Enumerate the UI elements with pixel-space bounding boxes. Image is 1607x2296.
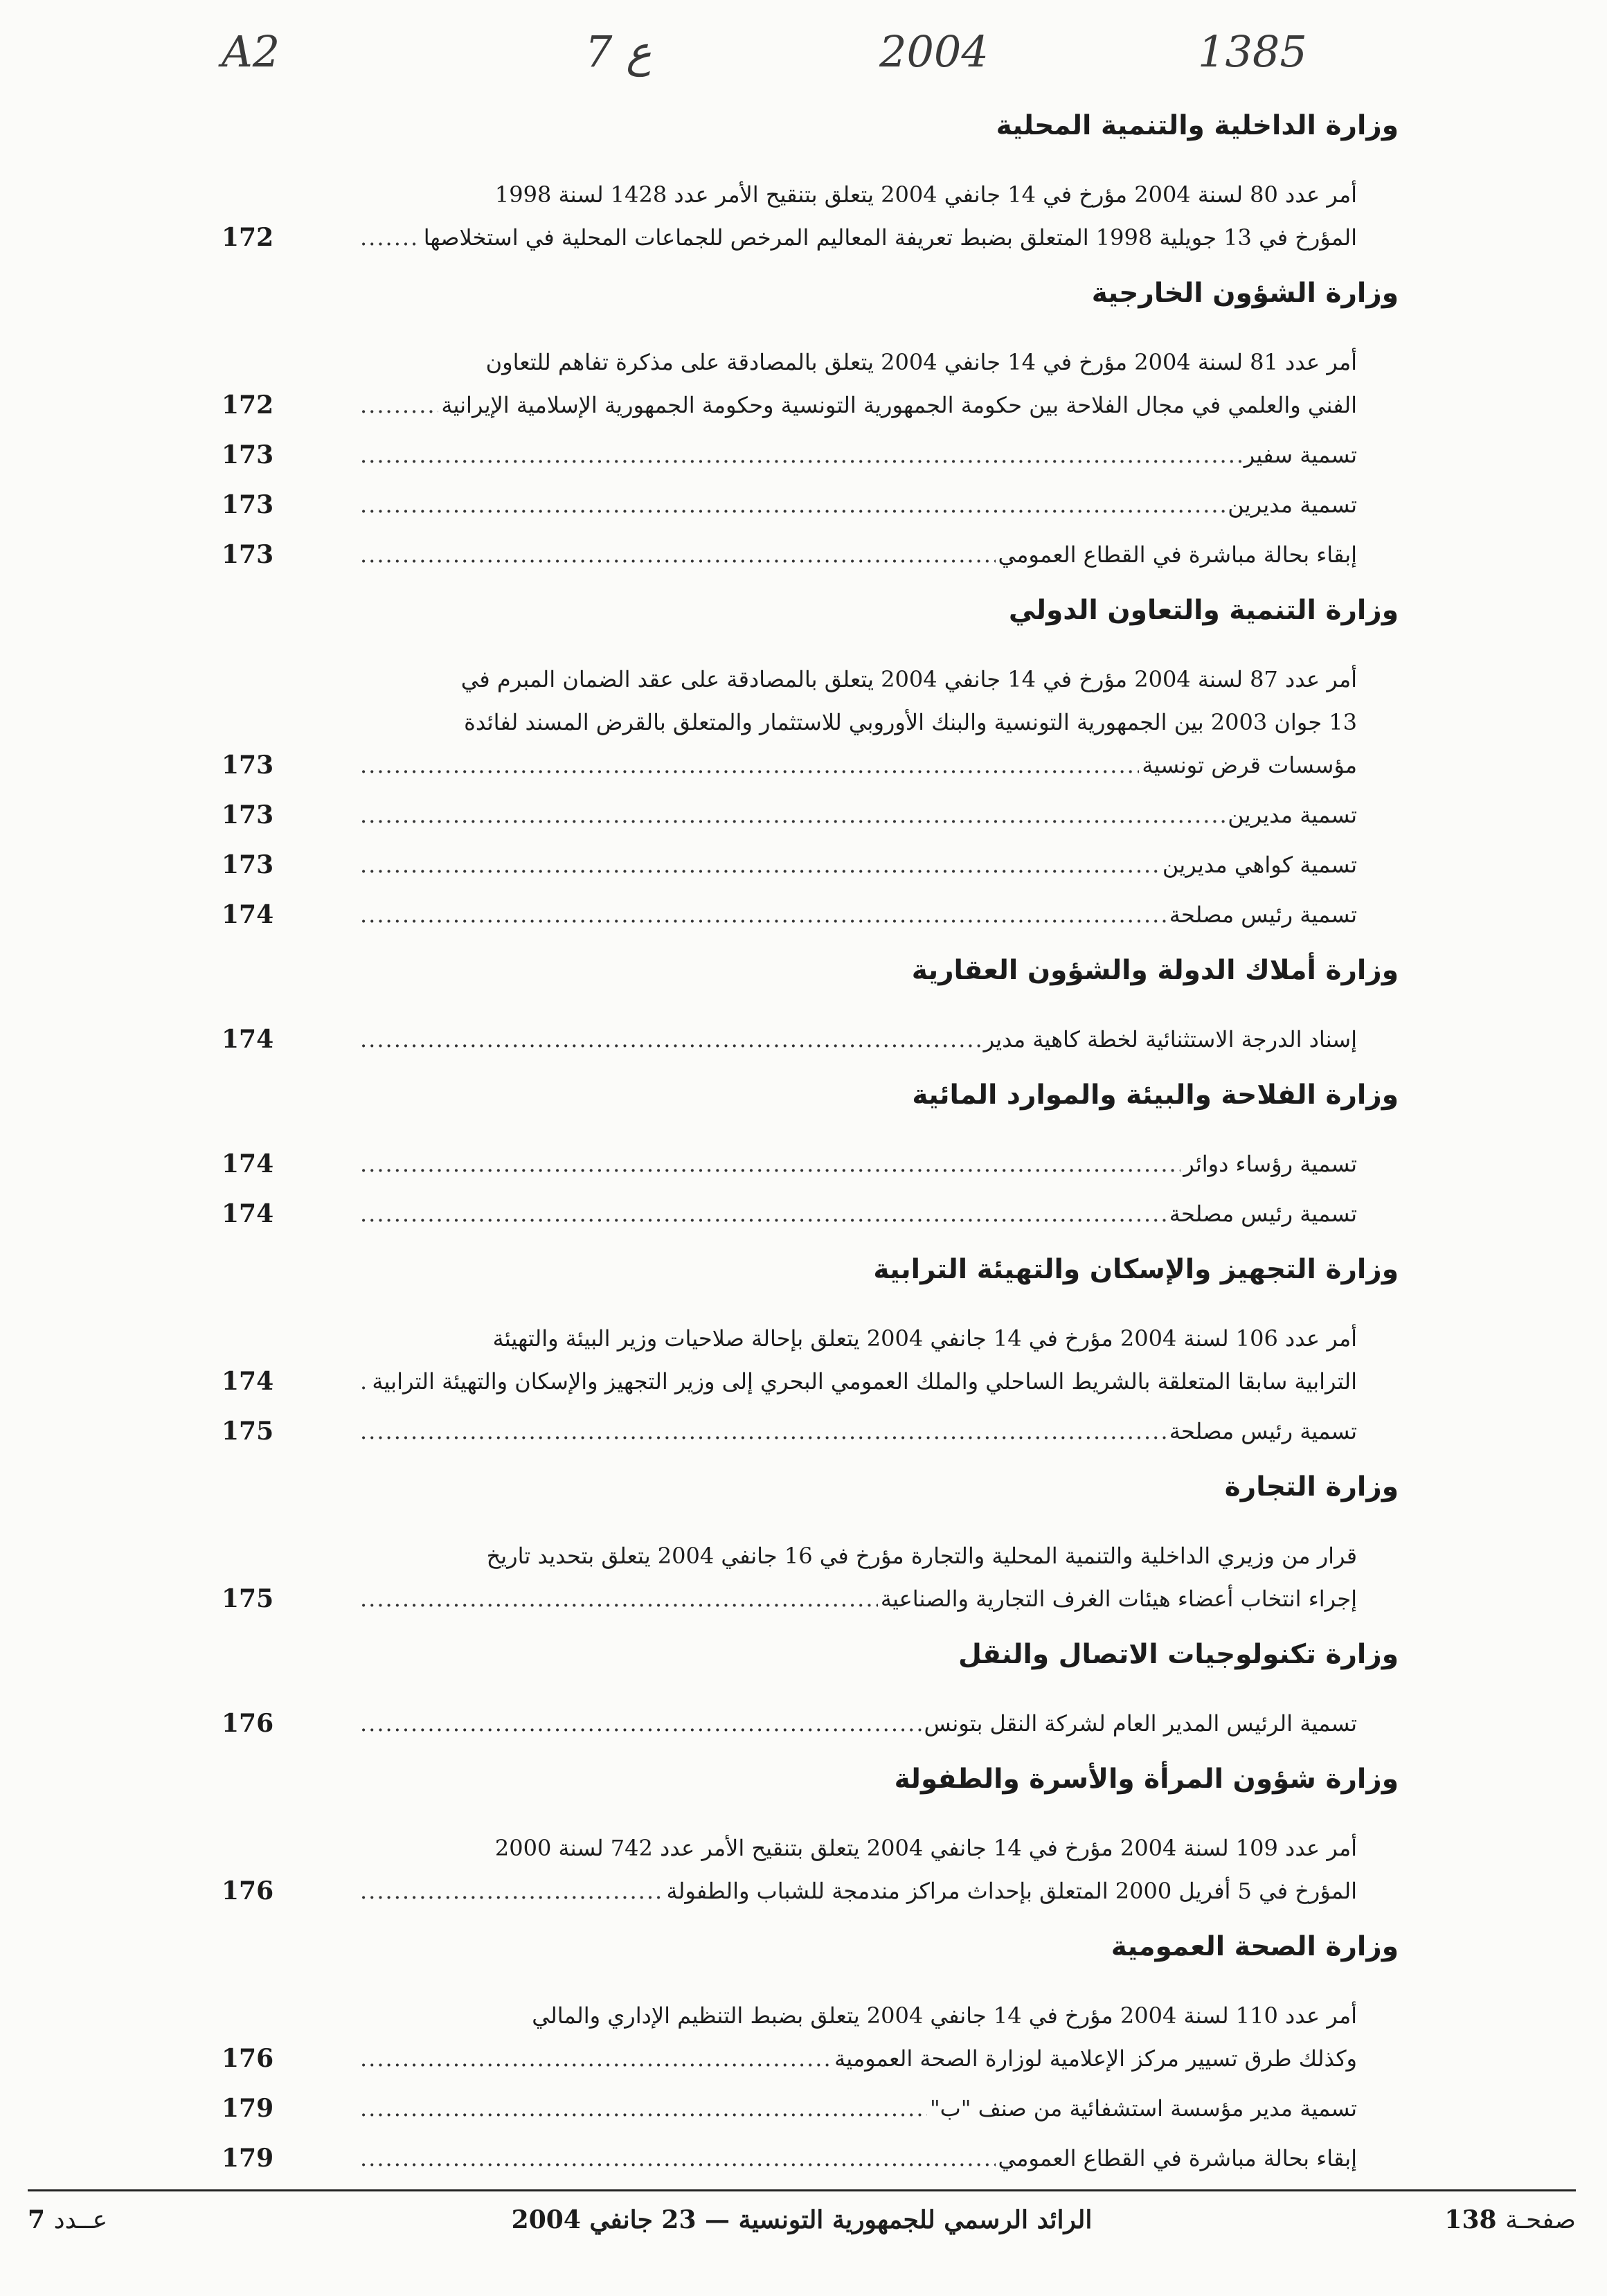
footer-journal-title: الرائد الرسمي للجمهورية التونسية — 23 جانفي 2004: [511, 2205, 1093, 2234]
toc-entry-line: [360, 1142, 1357, 1185]
toc-entry-line-text: إبقاء بحالة مباشرة في القطاع العمومي: [998, 2145, 1357, 2171]
toc-entry-line: [360, 173, 1357, 216]
toc-entry-line: [360, 1994, 1357, 2037]
toc-page-number: 173: [222, 850, 274, 879]
toc-entry-line-text: تسمية مديرين: [1228, 492, 1357, 518]
toc-entry-text: [360, 843, 1357, 886]
toc-entry-line: [360, 893, 1357, 936]
toc-entry-text: [360, 1142, 1357, 1185]
dot-leader: [360, 1869, 663, 1912]
toc-entry-line-text: إبقاء بحالة مباشرة في القطاع العمومي: [998, 541, 1357, 568]
toc-entry: [208, 1192, 1399, 1235]
toc-entry-line-text: قرار من وزيري الداخلية والتنمية المحلية والتجارة مؤرخ في 16 جانفي 2004 يتعلق بتحديد تاريخ: [486, 1543, 1357, 1569]
table-of-contents: [208, 104, 1399, 2192]
toc-entry-line-text: المؤرخ في 13 جويلية 1998 المتعلق بضبط تعريفة المعاليم المرخص للجماعات المحلية في استخلاصها: [423, 224, 1357, 251]
toc-entry-text: [360, 1192, 1357, 1235]
footer-page-number: 138: [1444, 2205, 1497, 2234]
toc-entry-line: [360, 1577, 1357, 1620]
toc-entry-line-text: أمر عدد 87 لسنة 2004 مؤرخ في 14 جانفي 2004 يتعلق بالمصادقة على عقد الضمان المبرم في: [460, 666, 1357, 692]
ministry-section: [208, 104, 1399, 259]
toc-entry-text: [360, 433, 1357, 476]
dot-leader: [360, 793, 1225, 836]
toc-entry-line-text: أمر عدد 81 لسنة 2004 مؤرخ في 14 جانفي 2004 يتعلق بالمصادقة على مذكرة تفاهم للتعاون: [485, 349, 1357, 375]
toc-page-number: 172: [222, 223, 274, 252]
toc-entry: [208, 793, 1399, 836]
handwritten-note-2: 7 ع: [585, 26, 652, 77]
toc-entry: [208, 483, 1399, 526]
toc-entry-text: [360, 533, 1357, 576]
dot-leader: [360, 744, 1139, 787]
ministry-section: [208, 949, 1399, 1061]
ministry-section: [208, 1757, 1399, 1912]
dot-leader: [360, 1702, 922, 1745]
dot-leader: [360, 2037, 832, 2080]
toc-entry-line-text: تسمية رئيس مصلحة: [1169, 1201, 1357, 1227]
toc-entry: [208, 1702, 1399, 1745]
toc-page-number: 174: [222, 900, 274, 929]
toc-entry: [208, 433, 1399, 476]
toc-entry: [208, 1827, 1399, 1912]
toc-entry-line: [360, 1317, 1357, 1360]
dot-leader: [360, 533, 996, 576]
ministry-heading: وزارة التجهيز والإسكان والتهيئة الترابية: [873, 1254, 1399, 1285]
dot-leader: [360, 483, 1225, 526]
toc-entry-line: [360, 433, 1357, 476]
toc-entry-line: [360, 1360, 1357, 1403]
dot-leader: [360, 1018, 981, 1061]
toc-entry-line: [360, 1534, 1357, 1577]
toc-entry-line-text: تسمية سفير: [1244, 442, 1357, 468]
footer-issue: [28, 2205, 107, 2234]
toc-entry: [208, 1317, 1399, 1403]
toc-entry-text: [360, 341, 1357, 427]
toc-entry: [208, 533, 1399, 576]
toc-page-number: 172: [222, 391, 274, 420]
toc-entry-line: [360, 1192, 1357, 1235]
toc-entry-line: [360, 1827, 1357, 1869]
footer-issue-number: 7: [28, 2205, 46, 2234]
toc-entry-text: [360, 1994, 1357, 2080]
toc-entry-line: [360, 2037, 1357, 2080]
toc-page-number: 173: [222, 800, 274, 829]
toc-entry: [208, 1142, 1399, 1185]
toc-page-number: 174: [222, 1149, 274, 1178]
ministry-section: [208, 1925, 1399, 2180]
dot-leader: [360, 843, 1160, 886]
toc-entry-text: [360, 1827, 1357, 1912]
toc-entry-line-text: تسمية مديرين: [1228, 802, 1357, 828]
toc-entry: [208, 1018, 1399, 1061]
toc-entry: [208, 1994, 1399, 2080]
ministry-heading: وزارة الفلاحة والبيئة والموارد المائية: [912, 1079, 1399, 1111]
toc-entry-line: [360, 533, 1357, 576]
ministry-section: [208, 1073, 1399, 1235]
dot-leader: [360, 2087, 927, 2130]
toc-entry-line-text: إجراء انتخاب أعضاء هيئات الغرف التجارية والصناعية: [880, 1586, 1357, 1612]
toc-entry-line: [360, 744, 1357, 787]
ministry-section: [208, 589, 1399, 936]
toc-entry-line: [360, 216, 1357, 259]
ministry-heading: وزارة التنمية والتعاون الدولي: [1008, 595, 1399, 626]
toc-entry: [208, 173, 1399, 259]
toc-entry: [208, 2137, 1399, 2180]
ministry-heading: وزارة شؤون المرأة والأسرة والطفولة: [894, 1764, 1399, 1795]
toc-entry-line-text: المؤرخ في 5 أفريل 2000 المتعلق بإحداث مراكز مندمجة للشباب والطفولة: [666, 1878, 1357, 1904]
toc-entry: [208, 658, 1399, 787]
dot-leader: [360, 893, 1167, 936]
dot-leader: [360, 433, 1241, 476]
dot-leader: [360, 1192, 1167, 1235]
handwritten-note-4: 1385: [1198, 26, 1307, 77]
dot-leader: [360, 216, 421, 259]
toc-entry-line: [360, 2137, 1357, 2180]
toc-entry-text: [360, 1410, 1357, 1453]
toc-entry-text: [360, 483, 1357, 526]
ministry-heading: وزارة أملاك الدولة والشؤون العقارية: [911, 955, 1399, 986]
toc-entry-line: [360, 1410, 1357, 1453]
toc-entry-line: [360, 1702, 1357, 1745]
toc-entry-line: [360, 2087, 1357, 2130]
toc-entry: [208, 843, 1399, 886]
toc-entry: [208, 1410, 1399, 1453]
toc-entry-line-text: الترابية سابقا المتعلقة بالشريط الساحلي والملك العمومي البحري إلى وزير التجهيز والإسكان والتهيئة الترابية: [372, 1368, 1357, 1394]
toc-entry-line-text: أمر عدد 109 لسنة 2004 مؤرخ في 14 جانفي 2004 يتعلق بتنقيح الأمر عدد 742 لسنة 2000: [494, 1835, 1357, 1861]
dot-leader: [360, 1577, 878, 1620]
toc-entry-text: [360, 1534, 1357, 1620]
toc-entry-line: [360, 658, 1357, 701]
toc-entry-line: [360, 793, 1357, 836]
ministry-heading: وزارة الصحة العمومية: [1111, 1931, 1399, 1962]
toc-entry-text: [360, 1702, 1357, 1745]
handwritten-note-3: 2004: [879, 26, 989, 77]
toc-entry-line-text: تسمية كواهي مديرين: [1162, 852, 1357, 878]
toc-page-number: 173: [222, 440, 274, 469]
toc-entry-line-text: أمر عدد 110 لسنة 2004 مؤرخ في 14 جانفي 2004 يتعلق بضبط التنظيم الإداري والمالي: [532, 2002, 1357, 2029]
toc-page-number: 174: [222, 1025, 274, 1054]
ministry-section: [208, 1633, 1399, 1745]
toc-entry-text: [360, 658, 1357, 787]
dot-leader: [360, 1410, 1167, 1453]
toc-entry: [208, 341, 1399, 427]
toc-entry-text: [360, 173, 1357, 259]
toc-entry-text: [360, 2137, 1357, 2180]
page-footer: [28, 2205, 1576, 2247]
toc-entry: [208, 893, 1399, 936]
toc-entry-text: [360, 893, 1357, 936]
toc-page-number: 173: [222, 490, 274, 519]
dot-leader: [360, 1360, 369, 1403]
toc-entry-line-text: تسمية الرئيس المدير العام لشركة النقل بتونس: [924, 1710, 1357, 1737]
toc-entry-line: [360, 341, 1357, 384]
toc-entry: [208, 2087, 1399, 2130]
toc-entry-line-text: أمر عدد 80 لسنة 2004 مؤرخ في 14 جانفي 2004 يتعلق بتنقيح الأمر عدد 1428 لسنة 1998: [494, 181, 1357, 208]
toc-page-number: 176: [222, 1876, 274, 1905]
toc-entry-line-text: الفني والعلمي في مجال الفلاحة بين حكومة الجمهورية التونسية وحكومة الجمهورية الإسلامية الإيرانية: [441, 392, 1357, 418]
ministry-section: [208, 1248, 1399, 1453]
toc-page-number: 175: [222, 1417, 274, 1446]
toc-page-number: 176: [222, 1709, 274, 1738]
ministry-heading: وزارة تكنولوجيات الاتصال والنقل: [958, 1639, 1399, 1670]
footer-issue-label: عــدد: [53, 2206, 108, 2234]
toc-entry-text: [360, 793, 1357, 836]
toc-entry-line-text: تسمية مدير مؤسسة استشفائية من صنف "ب": [929, 2095, 1357, 2122]
toc-entry: [208, 1534, 1399, 1620]
toc-page-number: 173: [222, 540, 274, 569]
toc-entry-line-text: أمر عدد 106 لسنة 2004 مؤرخ في 14 جانفي 2004 يتعلق بإحالة صلاحيات وزير البيئة والتهيئة: [492, 1325, 1357, 1352]
toc-entry-line-text: تسمية رئيس مصلحة: [1169, 902, 1357, 928]
toc-entry-line: [360, 1018, 1357, 1061]
toc-entry-line-text: مؤسسات قرض تونسية: [1142, 752, 1357, 778]
toc-entry-text: [360, 1018, 1357, 1061]
dot-leader: [360, 2137, 996, 2180]
toc-page-number: 174: [222, 1199, 274, 1228]
toc-entry-line-text: تسمية رؤساء دوائر: [1183, 1151, 1357, 1177]
toc-entry-line-text: تسمية رئيس مصلحة: [1169, 1418, 1357, 1444]
toc-entry-line-text: 13 جوان 2003 بين الجمهورية التونسية والبنك الأوروبي للاستثمار والمتعلق بالقرض المسند لفائدة: [464, 709, 1357, 735]
footer-divider: [28, 2189, 1576, 2191]
toc-entry-line-text: إسناد الدرجة الاستثنائية لخطة كاهية مدير: [983, 1026, 1357, 1052]
footer-page-label: صفحـة: [1505, 2206, 1576, 2234]
ministry-section: [208, 271, 1399, 576]
ministry-heading: وزارة الداخلية والتنمية المحلية: [996, 110, 1399, 141]
toc-entry-line-text: وكذلك طرق تسيير مركز الإعلامية لوزارة الصحة العمومية: [834, 2045, 1357, 2072]
toc-entry-line: [360, 843, 1357, 886]
toc-entry-text: [360, 2087, 1357, 2130]
toc-entry-line: [360, 1869, 1357, 1912]
ministry-section: [208, 1465, 1399, 1620]
handwritten-note-1: A2: [222, 26, 280, 77]
toc-page-number: 179: [222, 2094, 274, 2123]
dot-leader: [360, 1142, 1180, 1185]
toc-page-number: 175: [222, 1584, 274, 1613]
ministry-heading: وزارة التجارة: [1224, 1471, 1399, 1503]
toc-entry-line: [360, 384, 1357, 427]
toc-entry-line: [360, 483, 1357, 526]
dot-leader: [360, 384, 438, 427]
toc-page-number: 173: [222, 751, 274, 780]
toc-page-number: 179: [222, 2144, 274, 2173]
ministry-heading: وزارة الشؤون الخارجية: [1091, 278, 1399, 309]
toc-page-number: 174: [222, 1367, 274, 1396]
toc-entry-line: [360, 701, 1357, 744]
toc-page-number: 176: [222, 2044, 274, 2073]
toc-entry-text: [360, 1317, 1357, 1403]
